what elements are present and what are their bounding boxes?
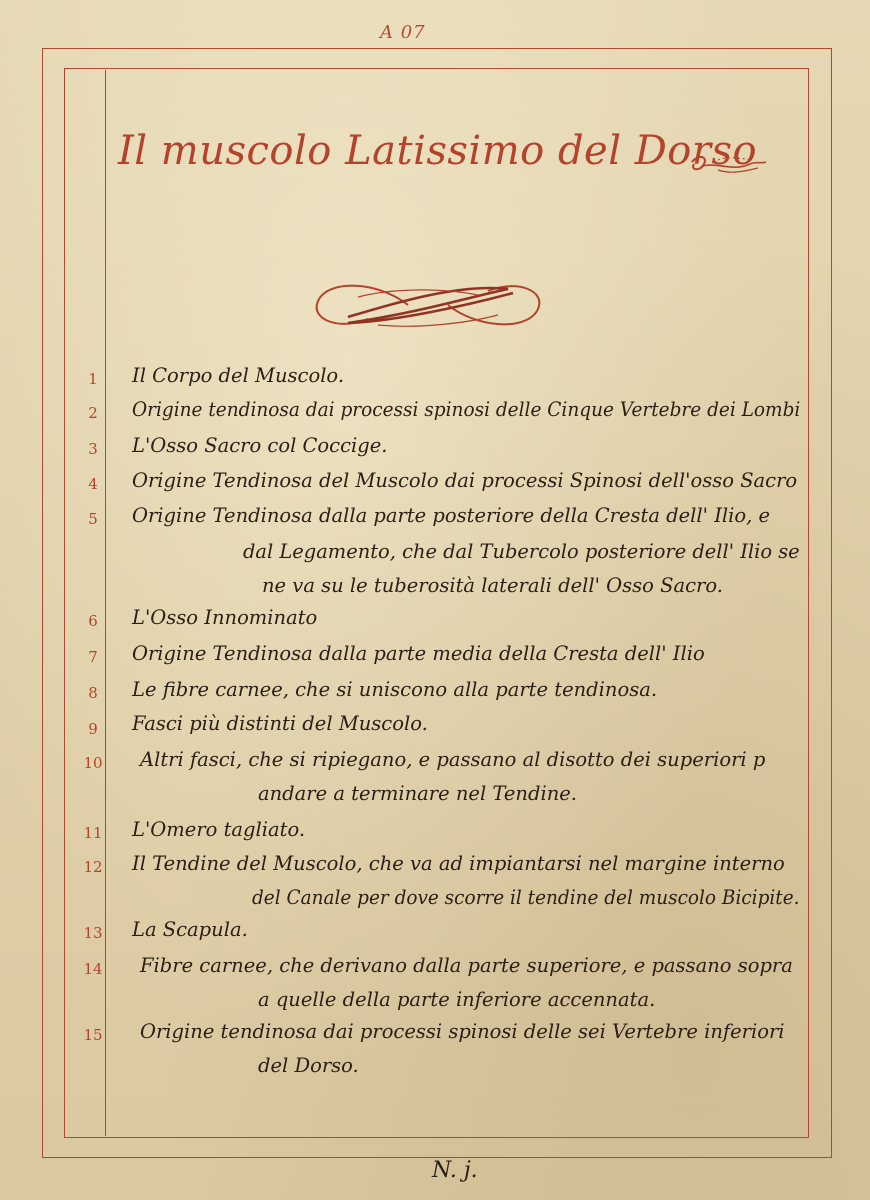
entry-line: L'Omero tagliato. xyxy=(132,818,306,841)
entry-line: andare a terminare nel Tendine. xyxy=(258,782,577,805)
entry-line: Fibre carnee, che derivano dalla parte superiore, e passano sopra xyxy=(140,954,793,977)
entry-number: 11 xyxy=(83,824,103,842)
entry-number: 15 xyxy=(83,1026,103,1044)
entry-line: L'Osso Innominato xyxy=(132,606,318,629)
entry-line: del Dorso. xyxy=(258,1054,359,1077)
folio-mark-bottom: N. j. xyxy=(432,1158,478,1183)
calligraphic-flourish-icon xyxy=(308,275,548,337)
entry-line: del Canale per dove scorre il tendine del muscolo Bicipite. xyxy=(252,886,800,909)
entry-number: 3 xyxy=(88,440,98,458)
entry-number: 5 xyxy=(88,510,98,528)
entry-number: 7 xyxy=(88,648,98,666)
entry-line: Fasci più distinti del Muscolo. xyxy=(132,712,428,735)
folio-mark-top: A 07 xyxy=(380,22,426,43)
entry-line: Le fibre carnee, che si uniscono alla parte tendinosa. xyxy=(132,678,658,701)
entry-line: Origine Tendinosa del Muscolo dai processi Spinosi dell'osso Sacro xyxy=(132,469,798,492)
entry-number: 6 xyxy=(88,612,98,630)
pen-flourish-icon xyxy=(688,150,768,180)
entry-line: L'Osso Sacro col Coccige. xyxy=(132,434,388,457)
entry-number: 14 xyxy=(83,960,103,978)
entry-number: 12 xyxy=(83,858,103,876)
entry-line: Il Corpo del Muscolo. xyxy=(132,364,345,387)
inner-border xyxy=(64,68,809,1138)
entry-number: 13 xyxy=(83,924,103,942)
entry-line: ne va su le tuberosità laterali dell' Osso Sacro. xyxy=(262,574,723,597)
entry-line: a quelle della parte inferiore accennata. xyxy=(258,988,656,1011)
entry-line: Origine Tendinosa dalla parte media della Cresta dell' Ilio xyxy=(132,642,705,665)
entry-line: Il Tendine del Muscolo, che va ad impiantarsi nel margine interno xyxy=(132,852,785,875)
entry-line: La Scapula. xyxy=(132,918,248,941)
entry-number: 1 xyxy=(88,370,98,388)
entry-number: 10 xyxy=(83,754,103,772)
page-title: Il muscolo Latissimo del Dorso xyxy=(118,128,758,174)
entry-number: 8 xyxy=(88,684,98,702)
entry-line: dal Legamento, che dal Tubercolo posteriore dell' Ilio se xyxy=(243,540,800,563)
entry-line: Origine tendinosa dai processi spinosi delle sei Vertebre inferiori xyxy=(140,1020,785,1043)
entry-line: Altri fasci, che si ripiegano, e passano al disotto dei superiori p xyxy=(140,748,766,771)
entry-number: 4 xyxy=(88,475,98,493)
entry-line: Origine Tendinosa dalla parte posteriore della Cresta dell' Ilio, e xyxy=(132,504,771,527)
entry-line: Origine tendinosa dai processi spinosi delle Cinque Vertebre dei Lombi xyxy=(132,398,801,421)
entry-number: 9 xyxy=(88,720,98,738)
entry-number: 2 xyxy=(88,404,98,422)
